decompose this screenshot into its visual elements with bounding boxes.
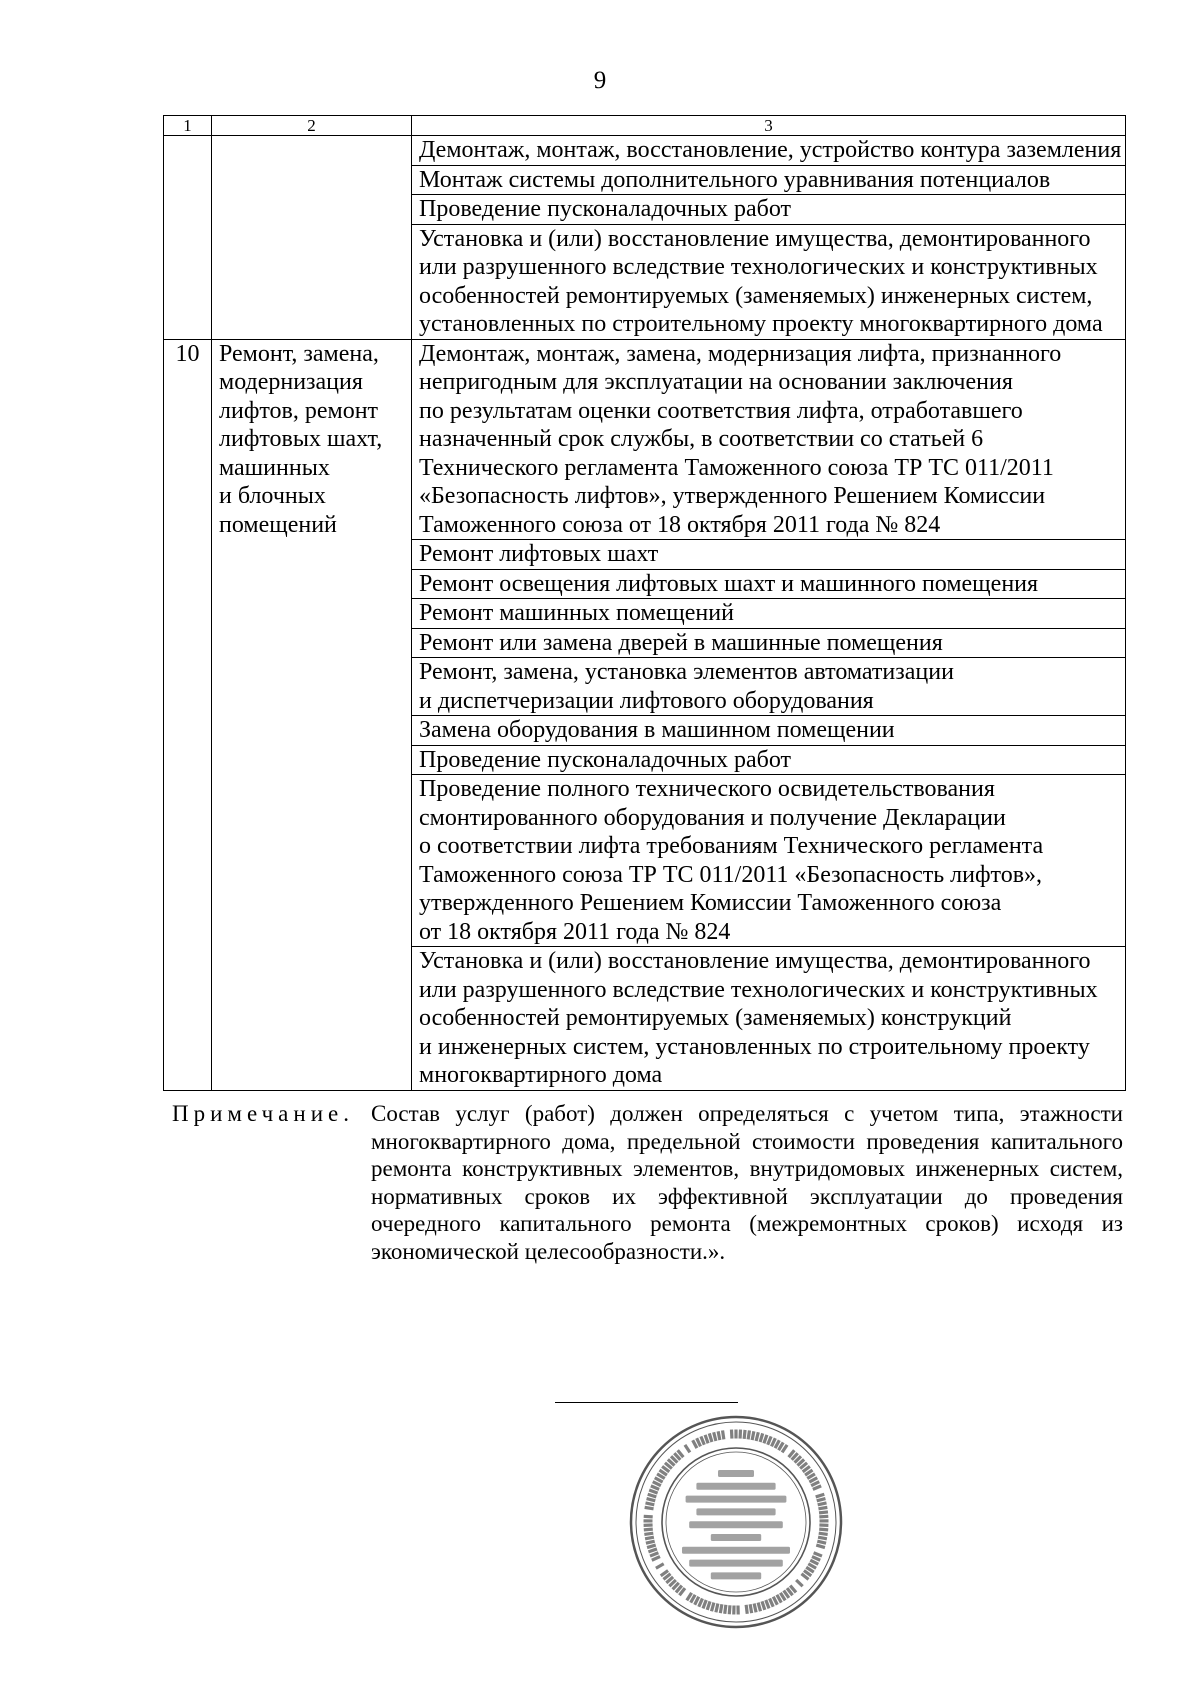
work-line: или разрушенного вследствие технологических и конструктивных (419, 976, 1098, 1003)
official-seal (628, 1414, 844, 1630)
seal-ring-glyph (730, 1430, 734, 1439)
note (172, 1100, 1123, 1265)
table-header-row (164, 116, 1126, 136)
work-cell (412, 136, 1126, 166)
seal-ring-glyph (644, 1532, 653, 1536)
seal-ring-glyph (753, 1603, 758, 1612)
work-cell (412, 339, 1126, 540)
work-cell (412, 195, 1126, 225)
work-cell (412, 165, 1126, 195)
work-line: «Безопасность лифтов», утвержденного Решением Комиссии (419, 483, 1046, 509)
seal-ring-glyph (747, 1430, 751, 1439)
works-table (163, 115, 1126, 1091)
seal-ring-glyph (643, 1519, 652, 1522)
work-line: Проведение пусконаладочных работ (419, 746, 791, 773)
work-line: Ремонт, замена, установка элементов автоматизации (419, 659, 954, 685)
title-line: лифтов, ремонт (219, 397, 379, 424)
seal-ring-glyph (817, 1501, 826, 1506)
header-cell-3: 3 (412, 116, 1126, 136)
work-line: Ремонт лифтовых шахт (419, 541, 659, 567)
note-label: Примечание. (172, 1101, 354, 1126)
seal-ring-glyph (684, 1444, 692, 1453)
work-cell (412, 628, 1126, 658)
seal-ring-glyph (717, 1431, 722, 1440)
seal-ring-glyph (819, 1523, 828, 1527)
header-cell-1: 1 (164, 116, 212, 136)
seal-ring-glyph (745, 1605, 749, 1614)
work-line: многоквартирного дома (419, 1062, 663, 1088)
work-line: Монтаж системы дополнительного уравнивания потенциалов (419, 166, 1051, 193)
work-line: смонтированного оборудования и получение Декларации (419, 804, 1006, 831)
work-cell (412, 775, 1126, 947)
work-line: от 18 октября 2011 года № 824 (419, 918, 731, 945)
work-line: назначенный срок службы, в соответствии со статьей 6 (419, 426, 984, 452)
seal-ring-glyph (719, 1604, 724, 1613)
seal-ring-glyph (755, 1432, 760, 1442)
seal-ring-glyph (645, 1501, 654, 1506)
work-cell (412, 658, 1126, 716)
work-line: особенностей ремонтируемых (заменяемых) конструкций (419, 1005, 1012, 1031)
work-line: Установка и (или) восстановление имущества, демонтированного (419, 225, 1091, 252)
work-line: о соответствии лифта требованиям Технического регламента (419, 833, 1044, 859)
seal-ring-glyph (644, 1528, 653, 1532)
work-line: утвержденного Решением Комиссии Таможенного союза (419, 890, 1002, 916)
seal-ring-glyph (819, 1510, 828, 1514)
work-line: Технического регламента Таможенного союза ТР ТС 011/2011 (419, 454, 1054, 481)
header-cell-2: 2 (212, 116, 412, 136)
work-line: Демонтаж, монтаж, восстановление, устройство контура заземления (419, 137, 1122, 163)
seal-ring-glyph (644, 1515, 653, 1519)
seal-ring-glyph (818, 1536, 827, 1541)
seal-ring-glyph (819, 1519, 828, 1522)
title-line: помещений (219, 511, 337, 538)
seal-center-line (682, 1547, 790, 1554)
seal-ring-glyph (644, 1510, 653, 1514)
work-line: Проведение полного технического освидетельствования (419, 776, 995, 802)
title-line: машинных (219, 454, 330, 481)
separator-line (555, 1402, 738, 1403)
work-line: Замена оборудования в машинном помещении (419, 717, 895, 743)
work-line: Таможенного союза от 18 октября 2011 года № 824 (419, 511, 941, 538)
work-line: Таможенного союза ТР ТС 011/2011 «Безопасность лифтов», (419, 861, 1043, 888)
work-line: или разрушенного вследствие технологических и конструктивных (419, 254, 1098, 280)
seal-center-line (711, 1572, 761, 1579)
seal-center-line (686, 1496, 787, 1503)
title-line: Ремонт, замена, (219, 340, 379, 367)
work-line: и диспетчеризации лифтового оборудования (419, 687, 874, 714)
work-line: по результатам оценки соответствия лифта, отработавшего (419, 397, 1023, 424)
seal-center-line (711, 1534, 761, 1541)
seal-center-line (696, 1508, 775, 1515)
page-number: 9 (593, 67, 607, 94)
seal-ring-glyph (819, 1515, 828, 1519)
work-line: Установка и (или) восстановление имущества, демонтированного (419, 948, 1091, 974)
work-cell (412, 947, 1126, 1091)
note-text: Состав услуг (работ) должен определяться с учетом типа, этажности многоквартирного дома, предельной стоимости проведения капитального ремонта конструктивных элементов, внутридомовых инженерных систем, нормативных сроков их эффективной эксплуатации до проведения очередного капитального ремонта (межремонтных сроков) исходя из экономической целесообразности.». (371, 1101, 1123, 1264)
seal-ring-glyph (749, 1604, 754, 1613)
seal-ring-glyph (725, 1430, 729, 1439)
work-line: особенностей ремонтируемых (заменяемых) инженерных систем, (419, 282, 1093, 309)
seal-center-line (696, 1483, 775, 1490)
seal-ring-glyph (644, 1506, 653, 1511)
work-cell (412, 569, 1126, 599)
title-line: и блочных (219, 483, 326, 509)
item-title (212, 339, 412, 1090)
title-line: модернизация (219, 369, 363, 395)
work-cell (412, 540, 1126, 570)
work-cell (412, 716, 1126, 746)
seal-ring-glyph (740, 1605, 744, 1614)
seal-ring-glyph (714, 1603, 719, 1612)
seal-center-line (718, 1470, 754, 1477)
table-row (164, 339, 1126, 540)
work-line: Проведение пусконаладочных работ (419, 196, 791, 222)
seal-ring-glyph (795, 1579, 804, 1588)
seal-ring-glyph (721, 1430, 725, 1439)
work-line: Демонтаж, монтаж, замена, модернизация лифта, признанного (419, 340, 1062, 367)
item-number: 10 (164, 339, 212, 1090)
seal-ring-glyph (712, 1432, 717, 1442)
table-row (164, 136, 1126, 166)
title-line: лифтовых шахт, (219, 426, 383, 452)
work-line: Ремонт или замена дверей в машинные помещения (419, 629, 943, 656)
seal-center-line (689, 1521, 783, 1528)
seal-ring-glyph (818, 1506, 827, 1511)
seal-ring-glyph (751, 1431, 756, 1440)
seal-center-lettering (682, 1470, 790, 1579)
seal-ring-glyph (645, 1536, 654, 1541)
work-line: установленных по строительному проекту многоквартирного дома (419, 311, 1103, 337)
seal-center-line (689, 1560, 783, 1567)
empty-title-cell (212, 136, 412, 340)
work-line: и инженерных систем, установленных по строительному проекту (419, 1033, 1090, 1060)
seal-ring-glyph (734, 1430, 737, 1439)
work-cell (412, 745, 1126, 775)
seal-ring-glyph (819, 1528, 828, 1532)
work-line: непригодным для эксплуатации на основании заключения (419, 369, 1013, 395)
seal-ring-glyph (819, 1532, 828, 1536)
seal-ring-glyph (732, 1605, 735, 1614)
work-cell (412, 224, 1126, 339)
seal-ring-glyph (738, 1430, 742, 1439)
work-cell (412, 599, 1126, 629)
work-line: Ремонт машинных помещений (419, 600, 734, 626)
empty-num-cell (164, 136, 212, 340)
seal-ring-glyph (723, 1605, 727, 1614)
work-line: Ремонт освещения лифтовых шахт и машинного помещения (419, 570, 1039, 597)
seal-ring-glyph (743, 1430, 747, 1439)
seal-ring-glyph (655, 1562, 664, 1569)
seal-ring-glyph (728, 1605, 732, 1614)
seal-ring-glyph (736, 1605, 739, 1614)
seal-ring-glyph (644, 1523, 653, 1527)
